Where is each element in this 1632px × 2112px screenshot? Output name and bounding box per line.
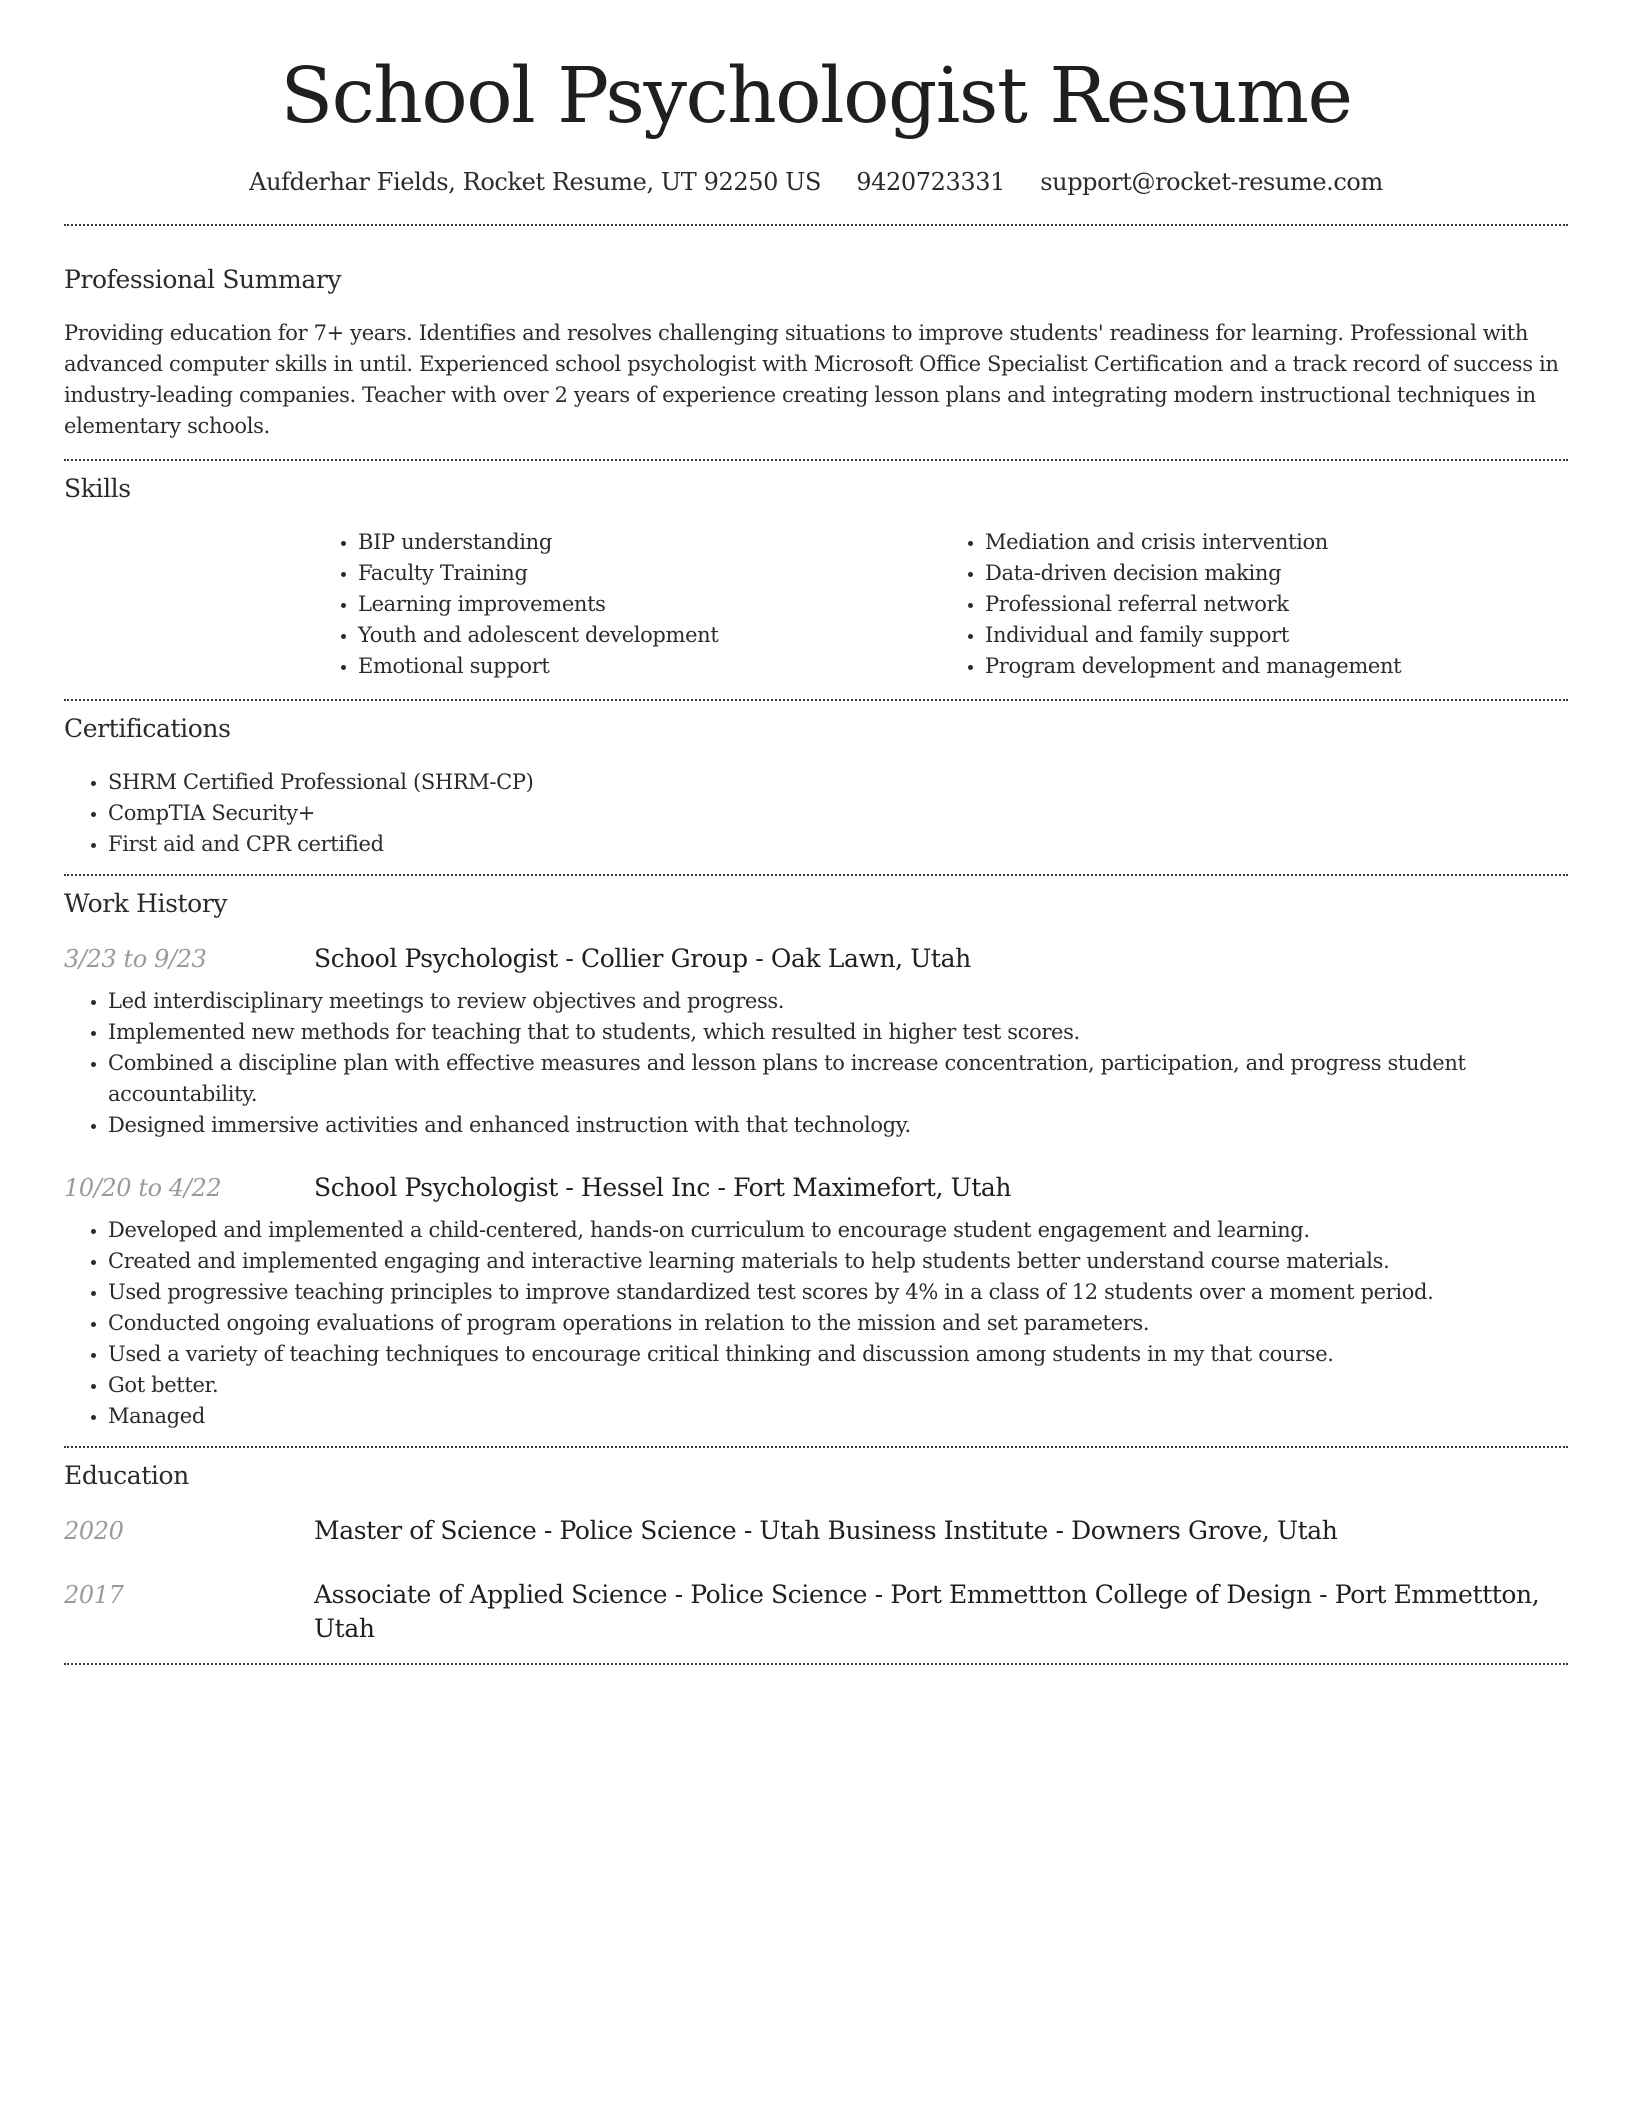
list-item: • Professional referral network [985,589,1568,620]
job-header [64,1171,1568,1205]
list-item: • Led interdisciplinary meetings to review objectives and progress. [108,986,1568,1017]
contact-line [64,166,1568,198]
job-bullets [64,1215,1568,1432]
list-item: • Developed and implemented a child-centered, hands-on curriculum to encourage student engagement and learning. [108,1215,1568,1246]
skills-list-left [314,527,941,682]
certifications-section [64,713,1568,860]
divider [64,1446,1568,1448]
list-item: • Individual and family support [985,620,1568,651]
job-entry [64,1171,1568,1432]
job-dates: 10/20 to 4/22 [64,1174,222,1202]
contact-phone: 9420723331 [856,168,1005,196]
job-entry [64,942,1568,1141]
list-item: • SHRM Certified Professional (SHRM-CP) [108,767,1568,798]
job-title: School Psychologist - Hessel Inc - Fort Maximefort, Utah [314,1173,1012,1202]
list-item: • Used a variety of teaching techniques to encourage critical thinking and discussion among students in my that course. [108,1339,1568,1370]
page-title: School Psychologist Resume [280,52,1352,141]
divider [64,699,1568,701]
summary-section [64,264,1568,442]
section-heading-work: Work History [64,889,228,918]
skills-grid [314,527,1568,682]
section-heading-skills: Skills [64,474,131,503]
list-item: • Used progressive teaching principles to improve standardized test scores by 4% in a class of 12 students over a moment period. [108,1277,1568,1308]
list-item: • Youth and adolescent development [358,620,941,651]
list-item: • Created and implemented engaging and interactive learning materials to help students better understand course materials. [108,1246,1568,1277]
job-dates: 3/23 to 9/23 [64,945,207,973]
list-item: • CompTIA Security+ [108,798,1568,829]
education-title: Master of Science - Police Science - Utah Business Institute - Downers Grove, Utah [314,1516,1338,1545]
education-year: 2017 [64,1581,124,1609]
list-item: • Combined a discipline plan with effective measures and lesson plans to increase concentration, participation, and progress student accountability. [108,1048,1568,1110]
contact-address: Aufderhar Fields, Rocket Resume, UT 92250 US [249,168,822,196]
education-entry [64,1578,1568,1646]
list-item: • Designed immersive activities and enhanced instruction with that technology. [108,1110,1568,1141]
divider [64,459,1568,461]
list-item: • Got better. [108,1370,1568,1401]
section-heading-education: Education [64,1461,189,1490]
list-item: • Learning improvements [358,589,941,620]
list-item: • Program development and management [985,651,1568,682]
summary-text: Providing education for 7+ years. Identifies and resolves challenging situations to improve students' readiness for learning. Professional with advanced computer skills in until. Experienced school psychologist with Microsoft Office Specialist Certification and a track record of success in industry-leading companies. Teacher with over 2 years of experience creating lesson plans and integrating modern instructional techniques in elementary schools. [64,321,1559,438]
certifications-list [64,767,1568,860]
list-item: • BIP understanding [358,527,941,558]
list-item: • First aid and CPR certified [108,829,1568,860]
divider [64,1663,1568,1665]
job-title: School Psychologist - Collier Group - Oak Lawn, Utah [314,944,971,973]
work-section [64,888,1568,1432]
job-bullets [64,986,1568,1141]
section-heading-summary: Professional Summary [64,265,342,294]
contact-email: support@rocket-resume.com [1040,168,1383,196]
education-section [64,1460,1568,1646]
education-title: Associate of Applied Science - Police Science - Port Emmettton College of Design - Port Emmettton, Utah [314,1580,1540,1643]
list-item: • Faculty Training [358,558,941,589]
list-item: • Managed [108,1401,1568,1432]
divider [64,874,1568,876]
skills-list-right [941,527,1568,682]
list-item: • Conducted ongoing evaluations of program operations in relation to the mission and set parameters. [108,1308,1568,1339]
skills-section [64,473,1568,682]
education-entry [64,1514,1568,1548]
list-item: • Mediation and crisis intervention [985,527,1568,558]
resume-page [64,0,1568,1665]
list-item: • Implemented new methods for teaching that to students, which resulted in higher test scores. [108,1017,1568,1048]
divider [64,224,1568,226]
education-year: 2020 [64,1517,124,1545]
list-item: • Emotional support [358,651,941,682]
list-item: • Data-driven decision making [985,558,1568,589]
job-header [64,942,1568,976]
section-heading-certifications: Certifications [64,714,231,743]
